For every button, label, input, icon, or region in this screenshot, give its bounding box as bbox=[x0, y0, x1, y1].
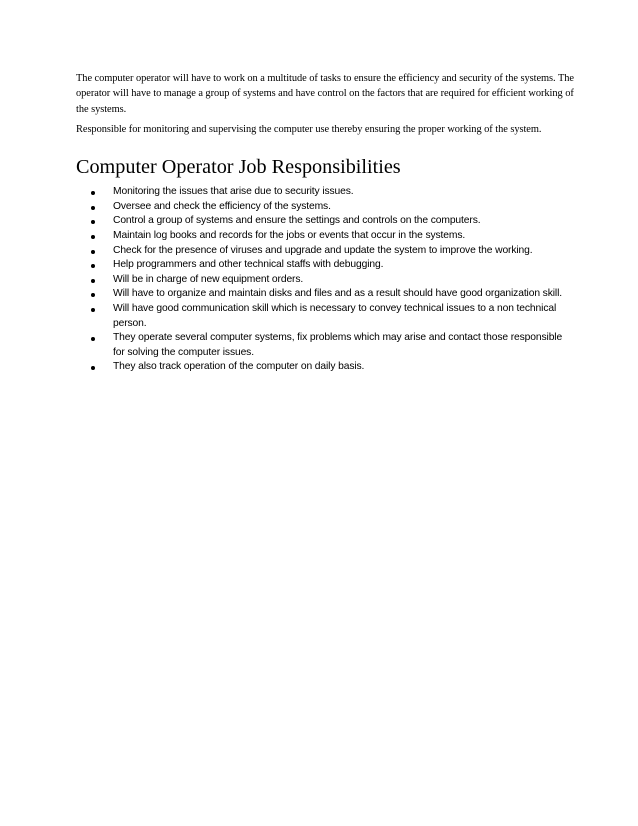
list-item bbox=[76, 214, 574, 229]
list-item-text: Will be in charge of new equipment orders. bbox=[113, 273, 304, 285]
list-item-text: Will have good communication skill which is necessary to convey technical issues to a non technical person. bbox=[113, 302, 557, 329]
list-item bbox=[76, 258, 574, 273]
list-item-text: Check for the presence of viruses and upgrade and update the system to improve the working. bbox=[113, 244, 533, 256]
bullet-icon bbox=[91, 279, 95, 283]
list-item-text: They operate several computer systems, fix problems which may arise and contact those responsible for solving the computer issues. bbox=[113, 332, 563, 358]
bullet-icon bbox=[91, 264, 95, 268]
list-item-text: Will have to organize and maintain disks and files and as a result should have good organization skill. bbox=[113, 288, 562, 300]
list-item-text: They also track operation of the computer on daily basis. bbox=[113, 361, 365, 373]
bullet-icon bbox=[91, 293, 95, 297]
list-item bbox=[76, 273, 574, 288]
list-item bbox=[76, 200, 574, 215]
document-content bbox=[76, 71, 574, 375]
list-item-text: Control a group of systems and ensure the settings and controls on the computers. bbox=[113, 215, 481, 227]
bullet-icon bbox=[91, 220, 95, 224]
bullet-icon bbox=[91, 206, 95, 210]
list-item bbox=[76, 360, 574, 375]
bullet-icon bbox=[91, 235, 95, 239]
intro-paragraph: The computer operator will have to work on a multitude of tasks to ensure the efficiency and security of the systems. The operator will have to manage a group of systems and have control on the factors that are required for efficient working of the systems. bbox=[76, 73, 574, 115]
bullet-icon bbox=[91, 250, 95, 254]
list-item-text: Monitoring the issues that arise due to security issues. bbox=[113, 186, 354, 198]
bullet-icon bbox=[91, 308, 95, 312]
list-item bbox=[76, 287, 574, 302]
bullet-icon bbox=[91, 191, 95, 195]
bullet-icon bbox=[91, 366, 95, 370]
list-item bbox=[76, 331, 574, 360]
list-item bbox=[76, 244, 574, 259]
summary-paragraph: Responsible for monitoring and supervising the computer use thereby ensuring the proper working of the system. bbox=[76, 123, 542, 135]
bullet-icon bbox=[91, 337, 95, 341]
list-item bbox=[76, 302, 574, 331]
list-item bbox=[76, 229, 574, 244]
list-item bbox=[76, 185, 574, 200]
responsibilities-list bbox=[76, 185, 574, 375]
list-item-text: Maintain log books and records for the jobs or events that occur in the systems. bbox=[113, 229, 466, 241]
list-item-text: Help programmers and other technical staffs with debugging. bbox=[113, 259, 384, 271]
section-heading: Computer Operator Job Responsibilities bbox=[76, 156, 401, 179]
list-item-text: Oversee and check the efficiency of the systems. bbox=[113, 200, 331, 212]
